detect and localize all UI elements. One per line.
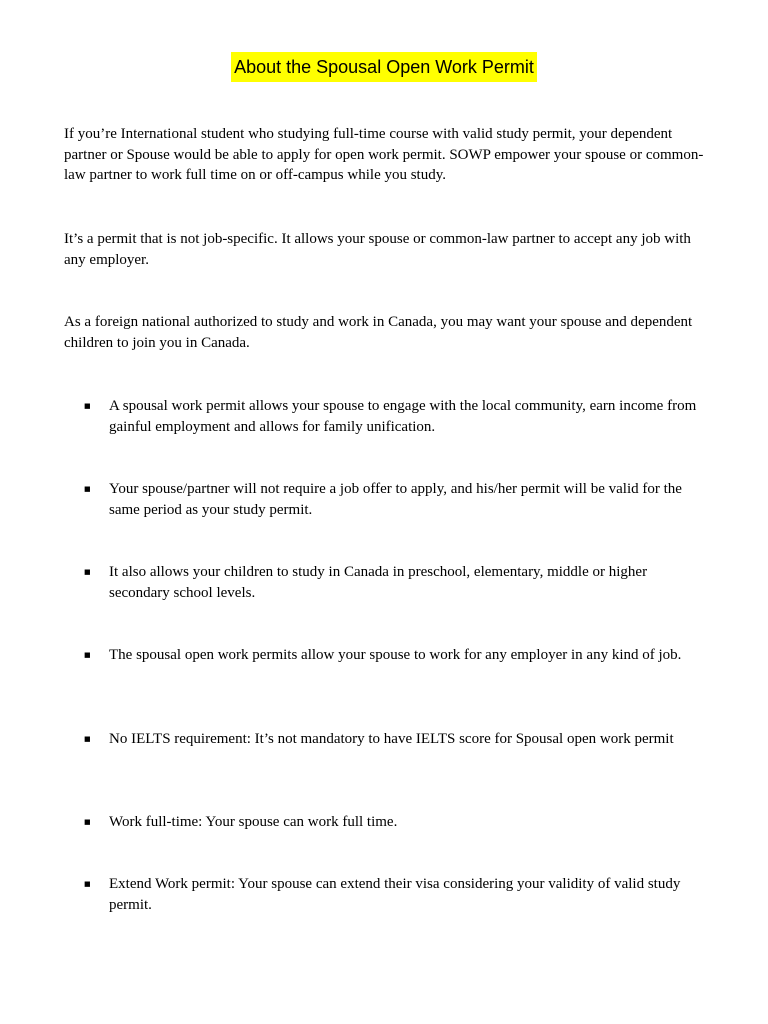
- square-bullet-icon: ■: [84, 568, 91, 576]
- title-container: [0, 52, 768, 82]
- list-item-text: Work full-time: Your spouse can work full time.: [109, 814, 398, 830]
- paragraph-permit-type: It’s a permit that is not job-specific. It allows your spouse or common-law partner to accept any job with any employer.: [64, 231, 691, 268]
- list-item-text: No IELTS requirement: It’s not mandatory to have IELTS score for Spousal open work permit: [109, 731, 674, 747]
- list-item-text: A spousal work permit allows your spouse to engage with the local community, earn income from gainful employment and allows for family unification.: [109, 398, 697, 435]
- square-bullet-icon: ■: [84, 735, 91, 743]
- document-title: About the Spousal Open Work Permit: [231, 52, 537, 82]
- paragraph-foreign-national: As a foreign national authorized to study and work in Canada, you may want your spouse and dependent children to join you in Canada.: [64, 314, 693, 351]
- square-bullet-icon: ■: [84, 651, 91, 659]
- list-item-text: Extend Work permit: Your spouse can extend their visa considering your validity of valid study permit.: [109, 876, 681, 913]
- list-item-text: The spousal open work permits allow your spouse to work for any employer in any kind of job.: [109, 647, 682, 663]
- square-bullet-icon: ■: [84, 485, 91, 493]
- square-bullet-icon: ■: [84, 880, 91, 888]
- paragraph-intro: If you’re International student who studying full-time course with valid study permit, your dependent partner or Spouse would be able to apply for open work permit. SOWP empower your spouse or common-law partner to work full time on or off-campus while you study.: [64, 126, 704, 183]
- list-item-text: It also allows your children to study in Canada in preschool, elementary, middle or higher secondary school levels.: [109, 564, 648, 601]
- square-bullet-icon: ■: [84, 402, 91, 410]
- square-bullet-icon: ■: [84, 818, 91, 826]
- list-item-text: Your spouse/partner will not require a job offer to apply, and his/her permit will be valid for the same period as your study permit.: [109, 481, 682, 518]
